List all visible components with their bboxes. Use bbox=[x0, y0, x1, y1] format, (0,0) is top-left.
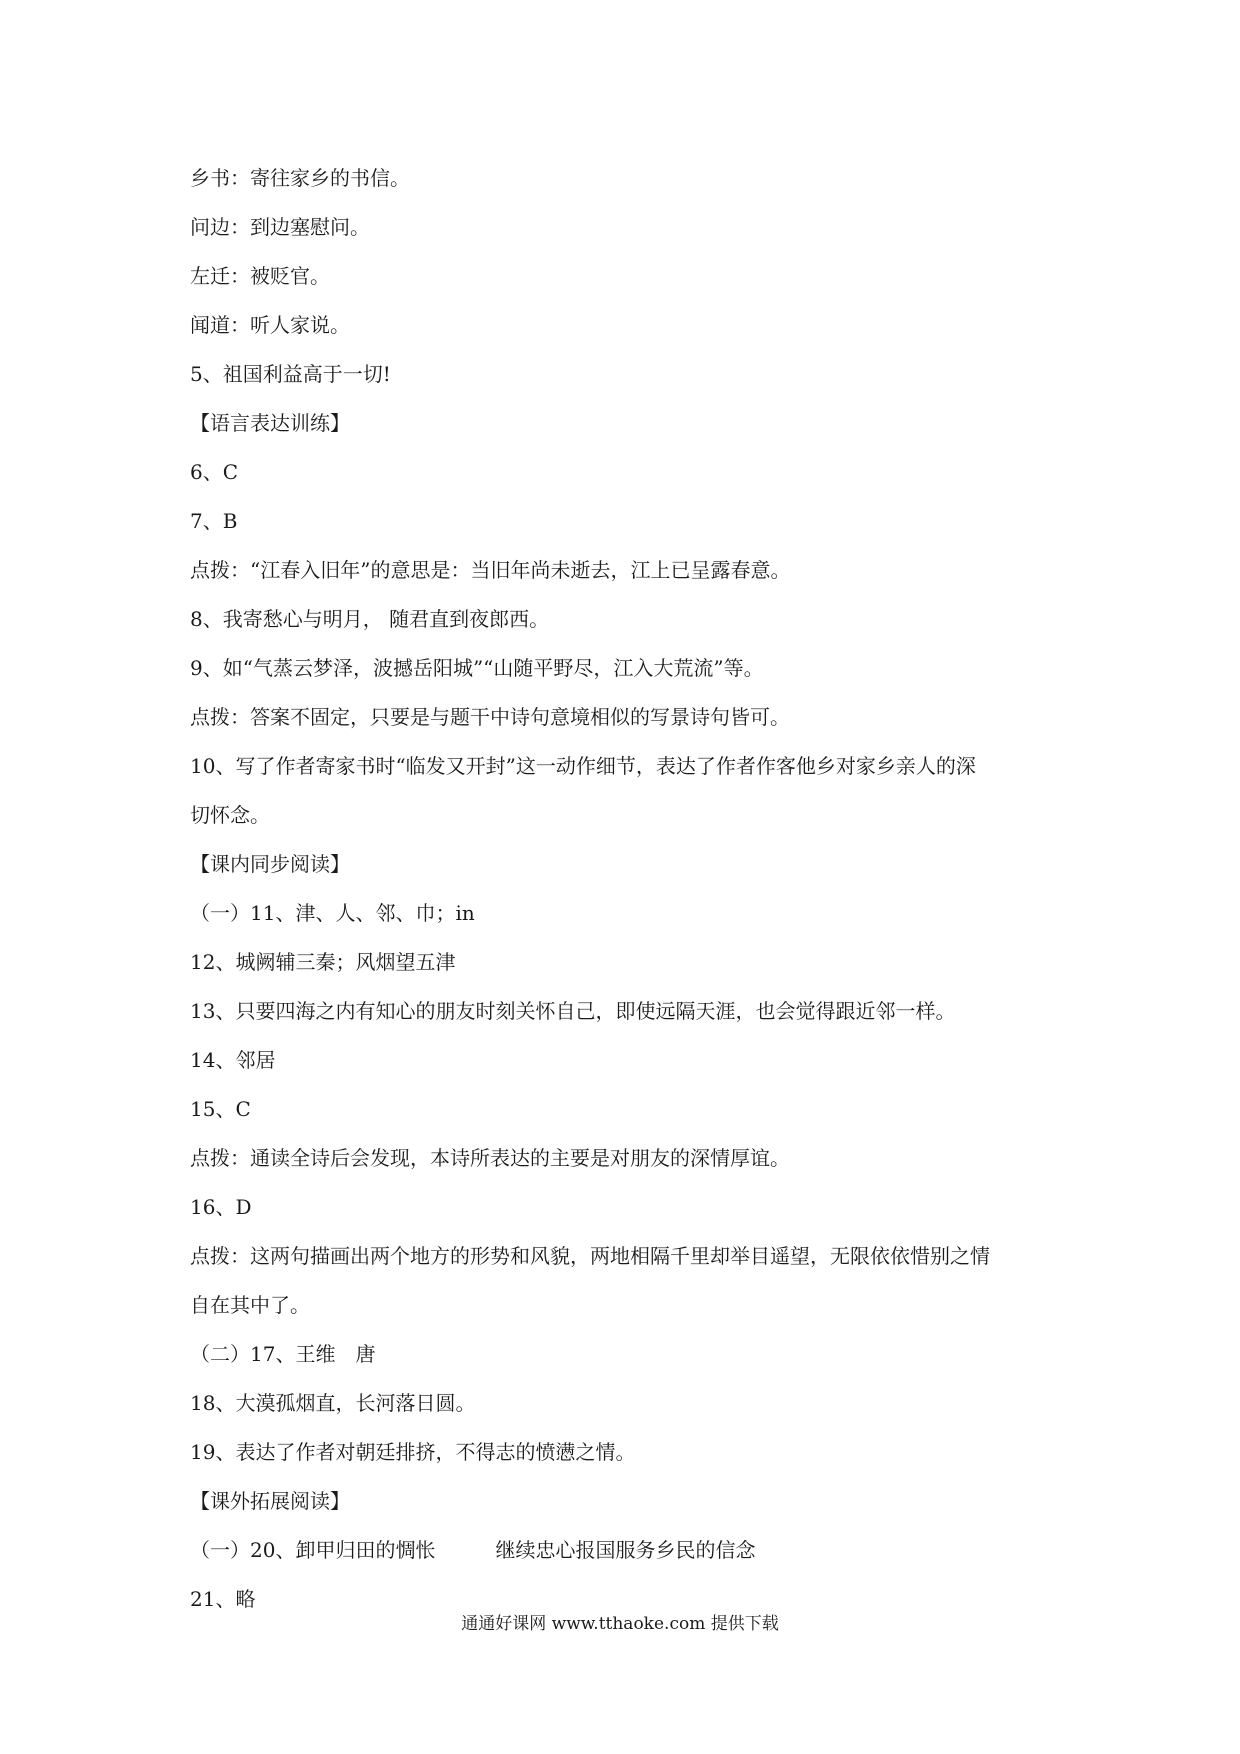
text-line: 闻道：听人家说。 bbox=[190, 313, 350, 337]
text-line: 16、D bbox=[190, 1195, 252, 1219]
text-line: 6、C bbox=[190, 460, 239, 484]
text-line: （二）17、王维 唐 bbox=[190, 1342, 376, 1366]
text-line: 13、只要四海之内有知心的朋友时刻关怀自己，即使远隔天涯，也会觉得跟近邻一样。 bbox=[190, 999, 956, 1023]
text-line: 14、邻居 bbox=[190, 1048, 276, 1072]
text-line: 9、如“气蒸云梦泽，波撼岳阳城”“山随平野尽，江入大荒流”等。 bbox=[190, 656, 764, 680]
text-line: 8、我寄愁心与明月， 随君直到夜郎西。 bbox=[190, 607, 550, 631]
text-line: 点拨：答案不固定，只要是与题干中诗句意境相似的写景诗句皆可。 bbox=[190, 705, 790, 729]
text-line: 点拨：这两句描画出两个地方的形势和风貌，两地相隔千里却举目遥望，无限依依惜别之情 bbox=[190, 1244, 990, 1268]
text-line: 自在其中了。 bbox=[190, 1293, 310, 1317]
text-line: 点拨：“江春入旧年”的意思是：当旧年尚未逝去，江上已呈露春意。 bbox=[190, 558, 791, 582]
section-heading: 【课内同步阅读】 bbox=[190, 852, 350, 876]
text-line: 5、祖国利益高于一切! bbox=[190, 362, 391, 386]
text-line: 点拨：通读全诗后会发现，本诗所表达的主要是对朋友的深情厚谊。 bbox=[190, 1146, 790, 1170]
section-heading: 【语言表达训练】 bbox=[190, 411, 350, 435]
section-heading: 【课外拓展阅读】 bbox=[190, 1489, 350, 1513]
text-line: 19、表达了作者对朝廷排挤，不得志的愤懑之情。 bbox=[190, 1440, 636, 1464]
text-line: 问边：到边塞慰问。 bbox=[190, 215, 370, 239]
page-footer: 通通好课网 www.tthaoke.com 提供下载 bbox=[461, 1614, 779, 1634]
text-line: 15、C bbox=[190, 1097, 251, 1121]
text-line: 21、略 bbox=[190, 1587, 256, 1611]
text-line: 乡书：寄往家乡的书信。 bbox=[190, 166, 410, 190]
text-line: 切怀念。 bbox=[190, 803, 270, 827]
text-line: 左迁：被贬官。 bbox=[190, 264, 330, 288]
text-line: 7、B bbox=[190, 509, 238, 533]
text-line: 12、城阙辅三秦；风烟望五津 bbox=[190, 950, 456, 974]
text-line: 10、写了作者寄家书时“临发又开封”这一动作细节，表达了作者作客他乡对家乡亲人的深 bbox=[190, 754, 976, 778]
text-line: 18、大漠孤烟直，长河落日圆。 bbox=[190, 1391, 476, 1415]
text-line: （一）11、津、人、邻、巾；in bbox=[190, 901, 475, 925]
text-line: （一）20、卸甲归田的惆怅 继续忠心报国服务乡民的信念 bbox=[190, 1538, 756, 1562]
answer-lines bbox=[190, 154, 1070, 1624]
